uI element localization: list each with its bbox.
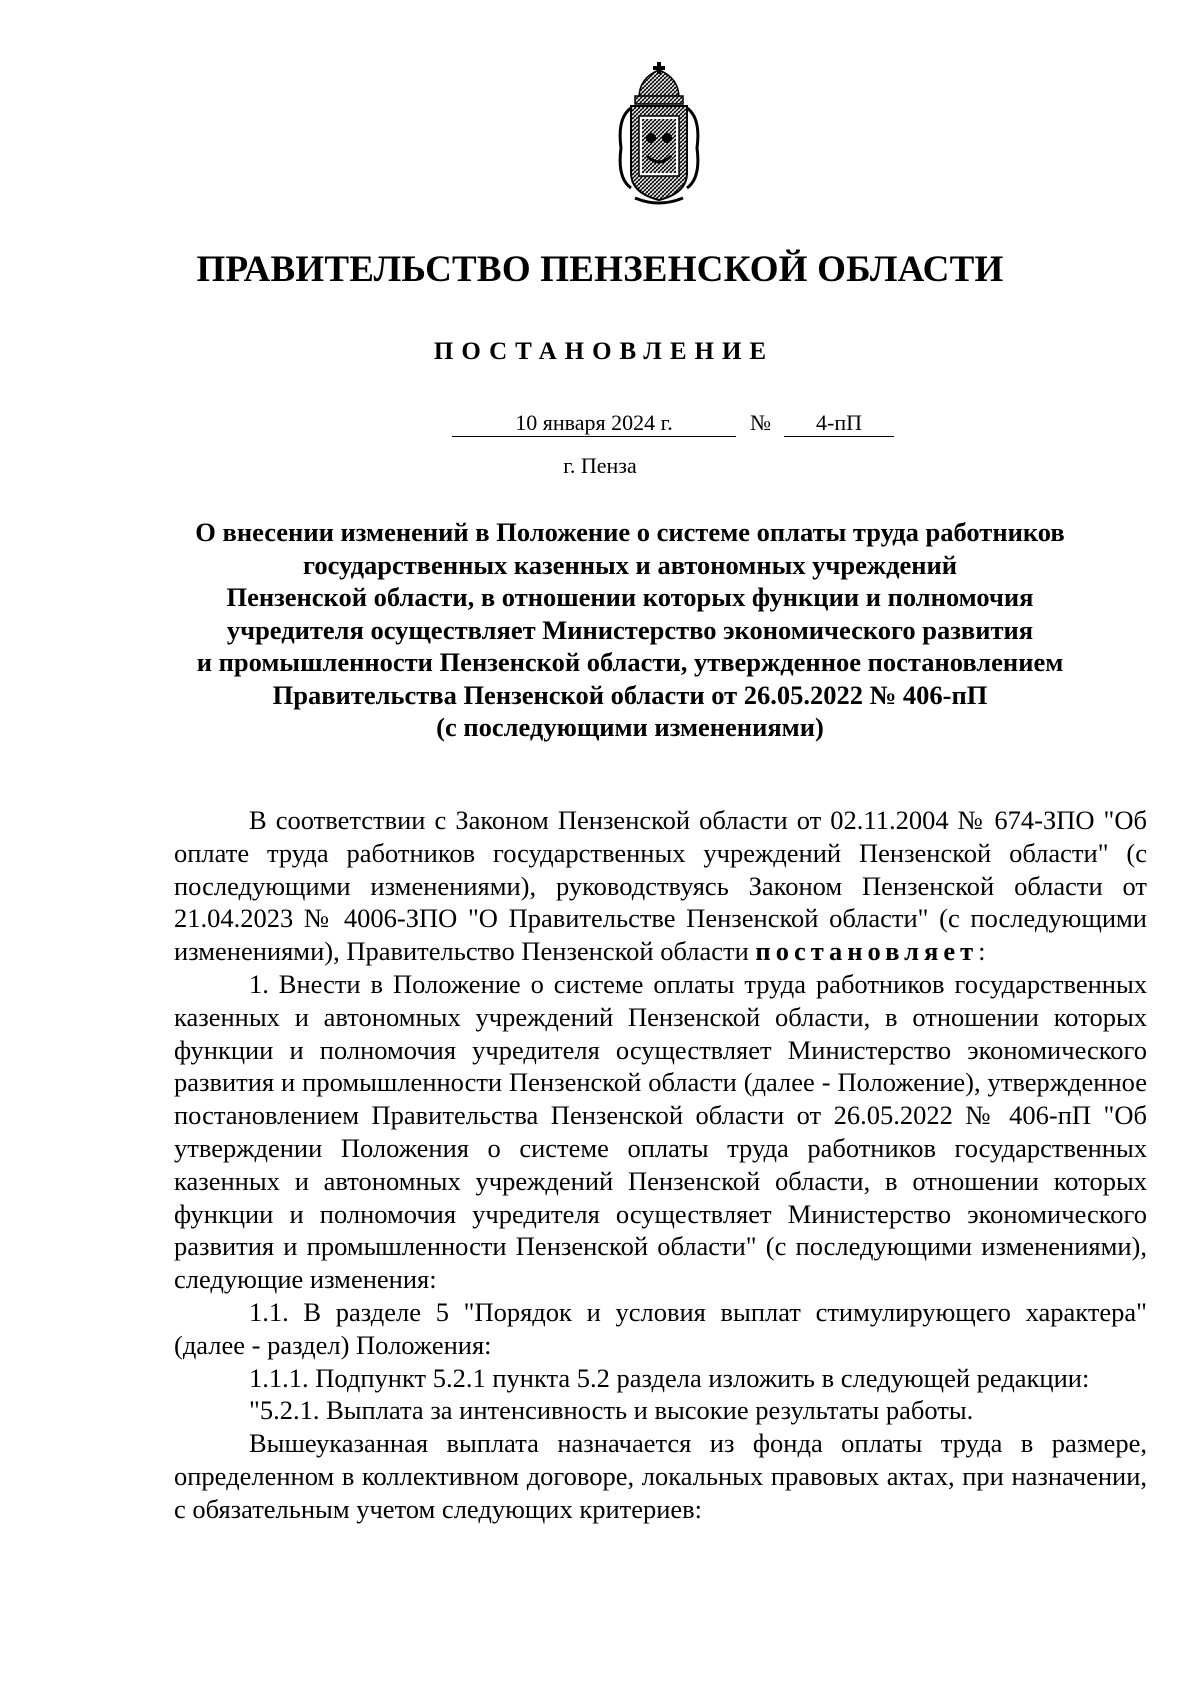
paragraph-criteria: Вышеуказанная выплата назначается из фонда оплаты труда в размере, определенном в коллективном договоре, локальных правовых актах, при назначении, с обязательным учетом следующих критериев: [174, 1428, 1147, 1524]
document-number: 4-пП [784, 410, 894, 437]
coat-of-arms-emblem [609, 58, 709, 208]
document-date: 10 января 2024 г. [452, 410, 736, 437]
document-city: г. Пенза [563, 453, 637, 478]
heading-line: (с последующими изменениями) [436, 712, 824, 742]
heading-line: Правительства Пензенской области от 26.05.2022 № 406-пП [272, 679, 988, 710]
paragraph-5-2-1: "5.2.1. Выплата за интенсивность и высокие результаты работы. [249, 1395, 974, 1426]
paragraph-1-1-1: 1.1.1. Подпункт 5.2.1 пункта 5.2 раздела изложить в следующей редакции: [249, 1362, 1090, 1393]
document-type: ПОСТАНОВЛЕНИЕ [433, 338, 775, 365]
heading-line: государственных казенных и автономных учреждений [302, 549, 958, 580]
government-title: ПРАВИТЕЛЬСТВО ПЕНЗЕНСКОЙ ОБЛАСТИ [196, 249, 1004, 290]
intro-paragraph [174, 804, 1147, 968]
decree-colon: : [978, 936, 986, 967]
paragraph-1: 1. Внести в Положение о системе оплаты труда работников государственных казенных и автономных учреждений Пензенской области, в отношении которых функции и полномочия учредителя осуществляет Министерство экономического развития и промышленности Пензенской области (далее - Положение), утвержденное постановлением Правительства Пензенской области от 26.05.2022 № 406-пП "Об утверждении Положения о системе оплаты труда работников государственных казенных и автономных учреждений Пензенской области, в отношении которых функции и полномочия учредителя осуществляет Министерство экономического развития и промышленности Пензенской области" (с последующими изменениями), следующие изменения: [174, 968, 1147, 1295]
document-body [174, 804, 1147, 1526]
document-heading [150, 516, 1110, 744]
decree-word: постановляет [755, 936, 979, 967]
heading-line: учредителя осуществляет Министерство экономического развития [226, 614, 1034, 645]
intro-text: В соответствии с Законом Пензенской области от 02.11.2004 № 674-ЗПО "Об оплате труда работников государственных учреждений Пензенской области" (с последующими изменениями), руководствуясь Законом Пензенской области от 21.04.2023 № 4006-ЗПО "О Правительстве Пензенской области" (с последующими изменениями), Правительство Пензенской области [174, 805, 1147, 967]
heading-line: Пензенской области, в отношении которых функции и полномочия [226, 582, 1034, 612]
number-sign: № [750, 410, 771, 435]
paragraph-1-1: 1.1. В разделе 5 "Порядок и условия выплат стимулирующего характера" (далее - раздел) Положения: [174, 1296, 1147, 1360]
heading-line: и промышленности Пензенской области, утвержденное постановлением [196, 647, 1064, 677]
heading-line: О внесении изменений в Положение о системе оплаты труда работников [195, 517, 1065, 547]
